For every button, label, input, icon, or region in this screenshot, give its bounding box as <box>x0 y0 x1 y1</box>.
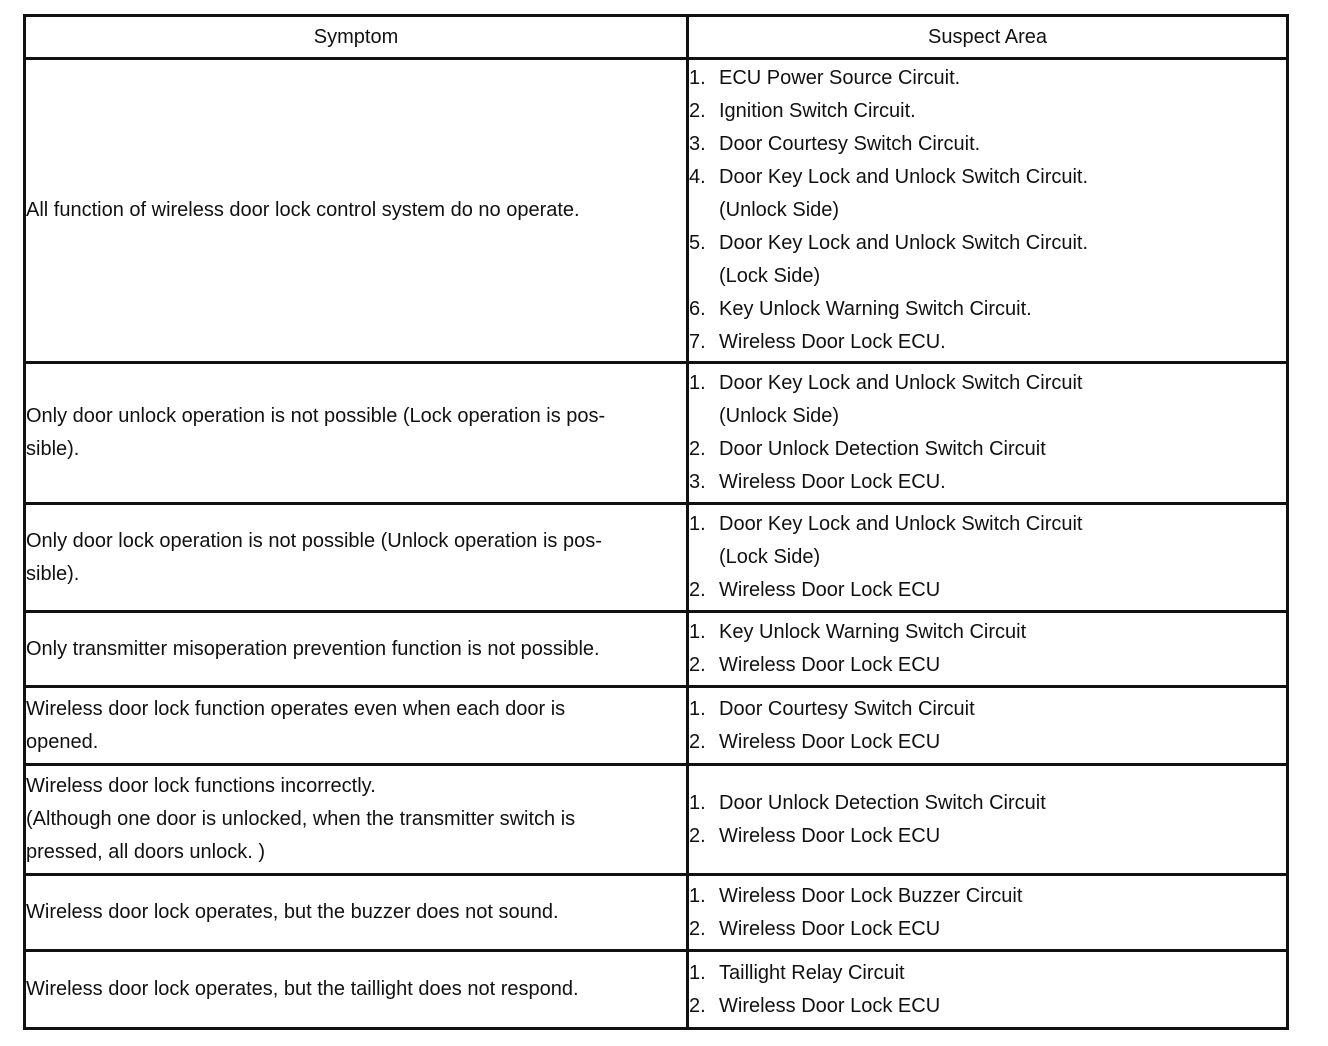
suspect-item-number: 6. <box>689 298 706 320</box>
suspect-item-text: Taillight Relay Circuit <box>719 961 905 984</box>
suspect-item-number: 4. <box>689 166 706 188</box>
suspect-list <box>689 508 1286 607</box>
suspect-item-text: Wireless Door Lock ECU <box>719 824 941 847</box>
suspect-list <box>689 957 1286 1023</box>
suspect-area-header: Suspect Area <box>688 16 1288 59</box>
symptom-text: Wireless door lock functions incorrectly. (Although one door is unlocked, when the transmitter switch is pressed, all doors unlock. ) <box>26 775 576 863</box>
suspect-item <box>689 326 1286 359</box>
suspect-item-text: Door Key Lock and Unlock Switch Circuit. (Lock Side) <box>719 232 1089 287</box>
symptom-header: Symptom <box>25 16 688 59</box>
table-row <box>25 951 1288 1029</box>
suspect-item <box>689 161 1286 227</box>
suspect-item <box>689 616 1286 649</box>
suspect-item-number: 1. <box>689 791 706 814</box>
suspect-item-number: 2. <box>689 100 706 122</box>
suspect-item-number: 2. <box>689 730 706 753</box>
suspect-item-text: Door Key Lock and Unlock Switch Circuit (Lock Side) <box>719 513 1083 568</box>
suspect-item-text: ECU Power Source Circuit. <box>719 67 961 89</box>
table-row <box>25 59 1288 363</box>
suspect-item-text: Door Unlock Detection Switch Circuit <box>719 791 1046 814</box>
suspect-item-number: 7. <box>689 331 706 353</box>
suspect-item-text: Wireless Door Lock ECU. <box>719 331 946 353</box>
suspect-item-text: Wireless Door Lock ECU <box>719 917 941 940</box>
suspect-area-cell <box>688 504 1288 612</box>
suspect-list <box>689 880 1286 946</box>
suspect-item <box>689 726 1286 759</box>
suspect-area-cell <box>688 59 1288 363</box>
symptom-cell <box>25 504 688 612</box>
symptom-text: Only transmitter misoperation prevention function is not possible. <box>26 637 600 660</box>
symptom-cell <box>25 59 688 363</box>
symptom-text: Only door lock operation is not possible (Unlock operation is pos- sible). <box>26 529 602 585</box>
table-body <box>25 59 1288 1029</box>
suspect-item-number: 1. <box>689 884 706 907</box>
suspect-area-cell <box>688 363 1288 504</box>
suspect-item <box>689 433 1286 466</box>
suspect-item-text: Door Unlock Detection Switch Circuit <box>719 438 1046 460</box>
suspect-item-text: Ignition Switch Circuit. <box>719 100 916 122</box>
suspect-item <box>689 95 1286 128</box>
suspect-area-cell <box>688 687 1288 765</box>
suspect-item <box>689 990 1286 1023</box>
suspect-item-text: Door Courtesy Switch Circuit. <box>719 133 981 155</box>
symptom-text: Wireless door lock operates, but the taillight does not respond. <box>26 978 579 1000</box>
suspect-item-text: Door Key Lock and Unlock Switch Circuit (Unlock Side) <box>719 372 1083 427</box>
suspect-item-text: Wireless Door Lock ECU <box>719 654 941 676</box>
symptom-text: Wireless door lock function operates even when each door is opened. <box>26 697 566 753</box>
suspect-list <box>689 787 1286 853</box>
suspect-item-number: 2. <box>689 917 706 940</box>
symptom-cell <box>25 951 688 1029</box>
suspect-item <box>689 820 1286 853</box>
symptom-text: Wireless door lock operates, but the buzzer does not sound. <box>26 901 559 923</box>
suspect-area-cell <box>688 612 1288 687</box>
suspect-item-number: 1. <box>689 697 706 720</box>
suspect-item-text: Wireless Door Lock ECU <box>719 579 941 601</box>
suspect-item <box>689 957 1286 990</box>
table-row <box>25 612 1288 687</box>
suspect-item-number: 5. <box>689 232 706 254</box>
symptom-cell <box>25 612 688 687</box>
suspect-item <box>689 574 1286 607</box>
suspect-item-number: 2. <box>689 824 706 847</box>
troubleshooting-table <box>23 14 1289 1030</box>
suspect-item <box>689 880 1286 913</box>
suspect-item-text: Key Unlock Warning Switch Circuit. <box>719 298 1032 320</box>
header-row <box>25 16 1288 59</box>
suspect-item <box>689 466 1286 499</box>
symptom-cell <box>25 875 688 951</box>
suspect-item-number: 2. <box>689 438 706 460</box>
suspect-item-text: Wireless Door Lock ECU <box>719 994 941 1017</box>
symptom-cell <box>25 363 688 504</box>
table-row <box>25 687 1288 765</box>
suspect-item-number: 2. <box>689 579 706 601</box>
suspect-item-number: 2. <box>689 654 706 676</box>
suspect-item <box>689 649 1286 682</box>
table-row <box>25 765 1288 875</box>
suspect-item <box>689 367 1286 433</box>
suspect-item <box>689 62 1286 95</box>
suspect-item-number: 1. <box>689 621 706 643</box>
suspect-area-cell <box>688 951 1288 1029</box>
suspect-item <box>689 508 1286 574</box>
suspect-item-number: 1. <box>689 372 706 394</box>
suspect-item-number: 2. <box>689 994 706 1017</box>
table-row <box>25 875 1288 951</box>
table-row <box>25 363 1288 504</box>
suspect-list <box>689 616 1286 682</box>
suspect-item <box>689 227 1286 293</box>
symptom-cell <box>25 765 688 875</box>
suspect-item-number: 1. <box>689 67 706 89</box>
symptom-text: Only door unlock operation is not possible (Lock operation is pos- sible). <box>26 405 606 460</box>
suspect-item <box>689 128 1286 161</box>
suspect-item-text: Wireless Door Lock ECU <box>719 730 941 753</box>
suspect-item-number: 1. <box>689 513 706 535</box>
symptom-cell <box>25 687 688 765</box>
suspect-area-cell <box>688 875 1288 951</box>
suspect-item-text: Door Key Lock and Unlock Switch Circuit. (Unlock Side) <box>719 166 1089 221</box>
suspect-item-number: 3. <box>689 133 706 155</box>
suspect-list <box>689 367 1286 499</box>
suspect-item <box>689 293 1286 326</box>
suspect-item-text: Wireless Door Lock Buzzer Circuit <box>719 884 1023 907</box>
suspect-item <box>689 913 1286 946</box>
symptom-text: All function of wireless door lock control system do no operate. <box>26 199 580 221</box>
suspect-item-text: Wireless Door Lock ECU. <box>719 471 946 493</box>
suspect-item <box>689 693 1286 726</box>
suspect-item-number: 3. <box>689 471 706 493</box>
suspect-item-text: Key Unlock Warning Switch Circuit <box>719 621 1027 643</box>
suspect-item-text: Door Courtesy Switch Circuit <box>719 697 975 720</box>
suspect-list <box>689 62 1286 359</box>
suspect-list <box>689 693 1286 759</box>
suspect-item <box>689 787 1286 820</box>
table-row <box>25 504 1288 612</box>
suspect-item-number: 1. <box>689 961 706 984</box>
suspect-area-cell <box>688 765 1288 875</box>
